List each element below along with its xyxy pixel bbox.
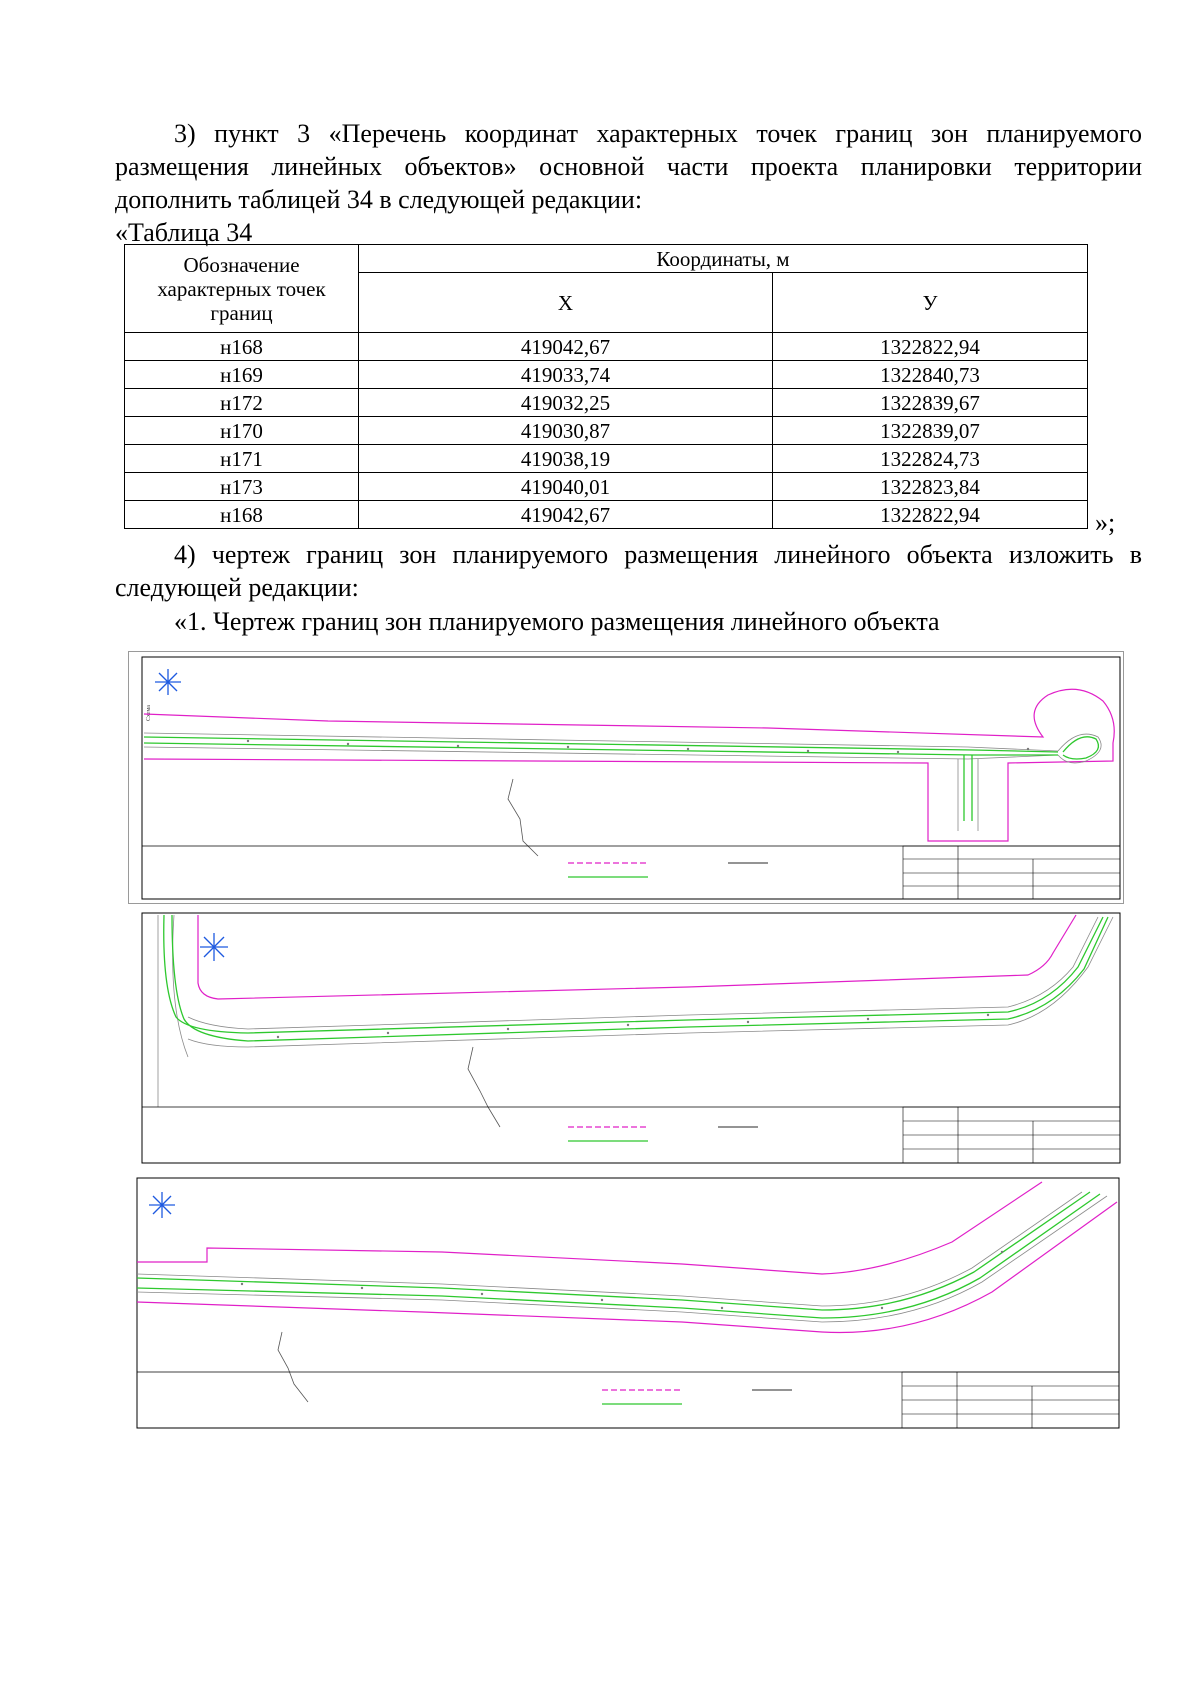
cell-point: н170 <box>125 417 359 445</box>
cell-y: 1322839,67 <box>773 389 1088 417</box>
table-row <box>125 445 1088 473</box>
drawing-sheet-2-svg <box>128 907 1124 1167</box>
cell-point: н171 <box>125 445 359 473</box>
table-row <box>125 473 1088 501</box>
header-y: У <box>773 273 1088 333</box>
paragraph-item-4: 4) чертеж границ зон планируемого размещения линейного объекта изложить в следующей редакции: <box>115 540 1142 602</box>
cell-y: 1322840,73 <box>773 361 1088 389</box>
table-row <box>125 361 1088 389</box>
cell-x: 419040,01 <box>359 473 773 501</box>
drawing-sheet-1 <box>128 651 1124 904</box>
cell-y: 1322822,94 <box>773 333 1088 361</box>
cell-y: 1322823,84 <box>773 473 1088 501</box>
cell-x: 419038,19 <box>359 445 773 473</box>
compass-icon <box>200 933 228 961</box>
cell-y: 1322824,73 <box>773 445 1088 473</box>
cell-point: н168 <box>125 501 359 529</box>
header-point-designation: Обозначение характерных точек границ <box>125 245 359 333</box>
cell-point: н169 <box>125 361 359 389</box>
table-row <box>125 389 1088 417</box>
table-close-quote: »; <box>1095 508 1116 537</box>
cell-y: 1322822,94 <box>773 501 1088 529</box>
cell-x: 419033,74 <box>359 361 773 389</box>
table-row <box>125 417 1088 445</box>
cell-point: н172 <box>125 389 359 417</box>
cell-point: н168 <box>125 333 359 361</box>
cell-x: 419042,67 <box>359 333 773 361</box>
paragraph-item-3: 3) пункт 3 «Перечень координат характерных точек границ зон планируемого размещения линейных объектов» основной части проекта планировки территории дополнить таблицей 34 в следующей редакции: <box>115 119 1142 214</box>
svg-text:Схема: Схема <box>146 705 152 721</box>
cell-x: 419030,87 <box>359 417 773 445</box>
coordinates-table <box>124 244 1088 529</box>
drawing-sheet-2 <box>128 907 1124 1167</box>
header-coordinates: Координаты, м <box>359 245 1088 273</box>
drawing-sheet-1-svg <box>128 651 1124 904</box>
cell-y: 1322839,07 <box>773 417 1088 445</box>
table-caption: «Таблица 34 <box>115 218 253 247</box>
drawing-sheet-3 <box>122 1172 1124 1432</box>
cell-x: 419042,67 <box>359 501 773 529</box>
table-row <box>125 501 1088 529</box>
table-row <box>125 333 1088 361</box>
drawing-heading: «1. Чертеж границ зон планируемого размещения линейного объекта <box>174 607 940 636</box>
header-x: X <box>359 273 773 333</box>
cell-point: н173 <box>125 473 359 501</box>
cell-x: 419032,25 <box>359 389 773 417</box>
drawing-sheet-3-svg <box>122 1172 1124 1432</box>
